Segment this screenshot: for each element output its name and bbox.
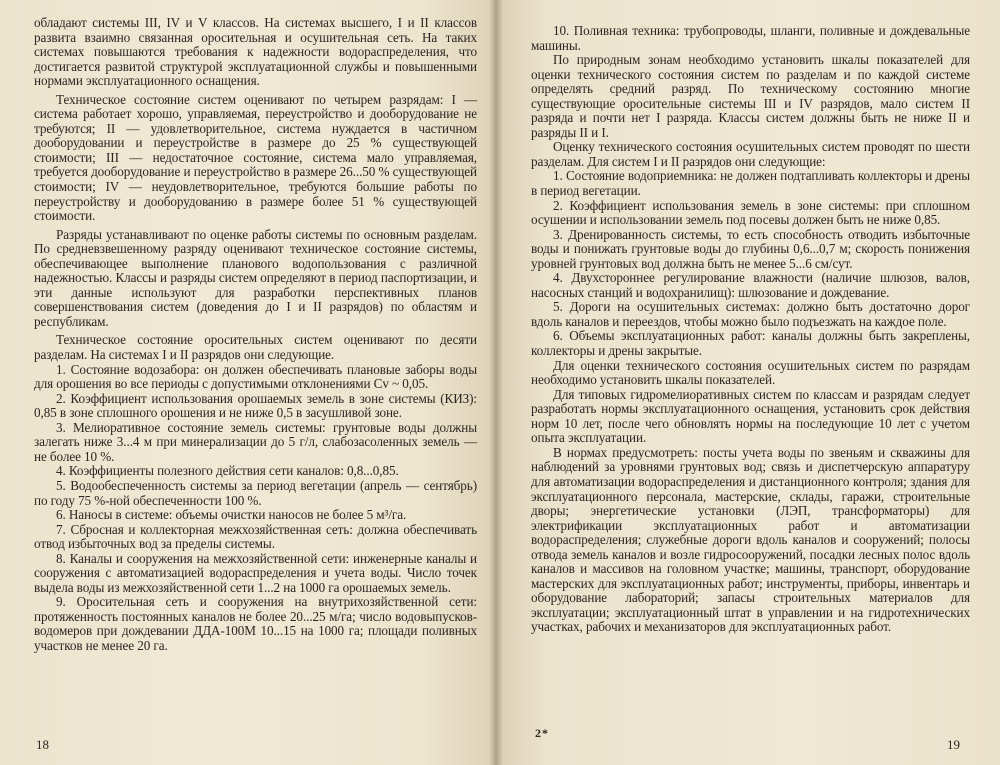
right-list-item-10: 10. Поливная техника: трубопроводы, шланги, поливные и дождевальные машины.	[531, 23, 970, 53]
left-list-item-2: 2. Коэффициент использования орошаемых земель в зоне системы (КИЗ): 0,85 в зоне сплошного орошения и не ниже 0,5 в засушливой зоне.	[34, 390, 477, 421]
page-number-right: 19	[947, 737, 960, 752]
signature-mark: 2*	[535, 726, 549, 740]
right-list-item-6: 6. Объемы эксплуатационных работ: каналы должны быть закреплены, коллекторы и дрены закрытые.	[531, 328, 970, 359]
right-paragraph-2: Оценку технического состояния осушительных систем проводят по шести разделам. Для систем I и II разрядов они следующие:	[531, 139, 970, 169]
left-list-item-7: 7. Сбросная и коллекторная межхозяйственная сеть: должна обеспечивать отвод избыточных вод за пределы системы.	[34, 521, 477, 552]
left-list-item-5: 5. Водообеспеченность системы за период вегетации (апрель — сентябрь) по году 75 %-ной обеспеченности 100 %.	[34, 477, 477, 508]
right-list-item-1: 1. Состояние водоприемника: не должен подтапливать коллекторы и дрены в период вегетации.	[531, 168, 970, 199]
page-number-left: 18	[36, 737, 49, 752]
left-list-item-3: 3. Мелиоративное состояние земель системы: грунтовые воды должны залегать ниже 3...4 м при минерализации до 5 г/л, слабозасоленных земель — не более 10 %.	[34, 419, 477, 464]
right-list-item-3: 3. Дренированность системы, то есть способность отводить избыточные воды и понижать грунтовые воды до глубины 0,6...0,7 м; скорость понижения уровней грунтовых вод должна быть не менее 5...6 см/сут.	[531, 226, 970, 271]
left-list-item-9: 9. Оросительная сеть и сооружения на внутрихозяйственной сети: протяженность постоянных каналов не более 20...25 м/га; число водовыпусков-водомеров при дождевании ДДА-100М 10...15 на 1000 га; площади поливных участков не менее 20 га.	[34, 594, 477, 653]
left-list-item-6: 6. Наносы в системе: объемы очистки наносов не более 5 м³/га.	[56, 507, 407, 523]
right-list-item-2: 2. Коэффициент использования земель в зоне системы: при сплошном осушении и использовании земель под посевы должен быть не ниже 0,85.	[531, 197, 970, 228]
left-paragraph-3: Разряды устанавливают по оценке работы системы по основным разделам. По средневзвешенному разряду оценивают техническое состояние системы, обеспечивающее выполнение планового водопользования с различной надежностью. Классы и разряды систем определяют в период паспортизации, и эти данные используют для разработки перспективных планов совершенствования систем (доведения до I и II разрядов) по областям и республикам.	[34, 226, 477, 329]
left-list-item-8: 8. Каналы и сооружения на межхозяйственной сети: инженерные каналы и сооружения с автоматизацией водораспределения и учета воды. Число точек выдела воды из межхозяйственной сети 1...2 на 1000 га орошаемых земель.	[34, 550, 477, 595]
right-paragraph-1: По природным зонам необходимо установить шкалы показателей для оценки технического состояния систем по разделам и по каждой системе определять средний разряд. По техническому состоянию многие существующие оросительные системы III и IV разрядов, мало систем II разряда и почти нет I разряда. Классы систем должны быть не ниже II и разряды II и I.	[531, 52, 970, 140]
left-paragraph-1: обладают системы III, IV и V классов. На системах высшего, I и II классов развита взаимно связанная оросительная и осушительная сеть. На таких системах повышаются требования к надежности водораспределения, что достигается развитой структурой эксплуатационной службы и повышенными нормами эксплуатационного оснащения.	[34, 15, 477, 89]
left-page	[0, 0, 495, 765]
right-list-item-5: 5. Дороги на осушительных системах: должно быть достаточно дорог вдоль каналов и переездов, чтобы можно было подъезжать на каждое поле.	[531, 299, 970, 329]
right-paragraph-4: Для типовых гидромелиоративных систем по классам и разрядам следует разработать нормы эксплуатационного оснащения, установить срок действия норм 10 лет, после чего обновлять нормы на последующие 10 лет с учетом опыта эксплуатации.	[531, 386, 970, 446]
right-page	[495, 0, 1000, 765]
left-paragraph-2: Техническое состояние систем оценивают по четырем разрядам: I — система работает хорошо, управляемая, переустройство и дооборудование не требуются; II — удовлетворительное, система нуждается в частичном дооборудовании и переустройстве в размере до 25 % существующей стоимости; III — недостаточное состояние, система мало управляемая, требуется дооборудование и переустройство в размере 26...50 % существующей стоимости; IV — неудовлетворительное, требуются большие работы по переустройству и дооборудованию в размере более 51 % существующей стоимости.	[34, 91, 477, 224]
left-paragraph-4: Техническое состояние оросительных систем оценивают по десяти разделам. На системах I и II разрядов они следующие.	[34, 332, 477, 363]
left-list-item-1: 1. Состояние водозабора: он должен обеспечивать плановые заборы воды для орошения во все периоды с допустимыми отклонениями Cv ~ 0,05.	[34, 361, 477, 392]
right-paragraph-5: В нормах предусмотреть: посты учета воды по звеньям и скважины для наблюдений за уровнями грунтовых вод; связь и диспетчерскую аппаратуру для автоматизации водораспределения и дистанционного контроля; здания для эксплуатационного персонала, мастерские, склады, гаражи, строительные дворы; энергетические установки (ЛЭП, трансформаторы) для электрификации эксплуатационных работ и автоматизации водораспределения; служебные дороги вдоль каналов и сооружений; полосы отвода земель каналов и возле гидросооружений, посадки лесных полос вдоль каналов и массивов на головном участке; машины, транспорт, оборудование мастерских для эксплуатационных работ; инструменты, приборы, инвентарь и оборудование лабораторий; запасы строительных материалов для эксплуатации; эксплуатационный штат в управлении и на гидротехнических участках, рабочих и механизаторов для эксплуатационных работ.	[531, 444, 970, 635]
right-paragraph-3: Для оценки технического состояния осушительных систем по разрядам необходимо установить шкалы показателей.	[531, 357, 970, 388]
left-list-item-4: 4. Коэффициенты полезного действия сети каналов: 0,8...0,85.	[56, 463, 399, 479]
right-list-item-4: 4. Двухстороннее регулирование влажности (наличие шлюзов, валов, насосных станций и водохранилищ): шлюзование и дождевание.	[531, 270, 970, 300]
